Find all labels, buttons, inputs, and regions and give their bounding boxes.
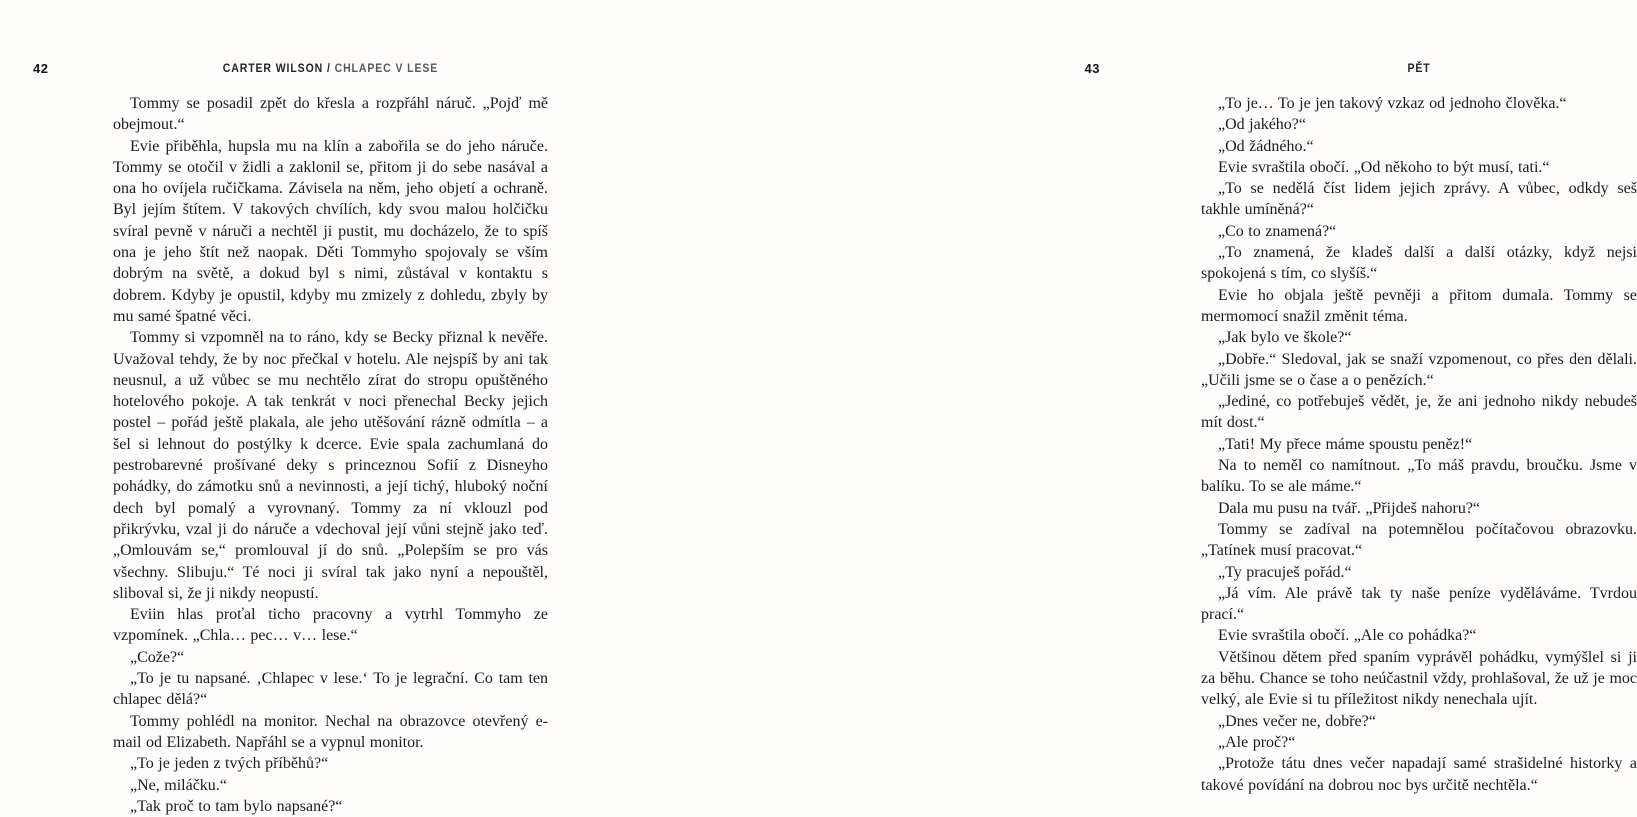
paragraph: Evie svraštila obočí. „Od někoho to být musí, tati.“ [1218,158,1550,176]
paragraph: „Tak proč to tam bylo napsané?“ [130,797,343,815]
paragraph: Eviin hlas proťal ticho pracovny a vytrhl Tommyho ze vzpomínek. „Chla… pec… v… lese.“ [113,606,548,645]
paragraph: Tommy se posadil zpět do křesla a rozpřáhl náruč. „Pojď mě obejmout.“ [113,95,548,134]
paragraph: Evie ho objala ještě pevněji a přitom dumala. Tommy se mermomocí snažil změnit téma. [1201,286,1637,325]
paragraph: Většinou dětem před spaním vyprávěl pohádku, vymýšlel si ji za běhu. Chance se toho neúčastnil vždy, prohlašoval, že už je moc velký, ale Evie si tu příležitost nikdy nenechala ujít. [1201,648,1637,709]
paragraph: Tommy pohlédl na monitor. Nechal na obrazovce otevřený e-mail od Elizabeth. Napřáhl se a vypnul monitor. [113,712,548,751]
paragraph: „To je jeden z tvých příběhů?“ [130,755,329,773]
paragraph: Tommy si vzpomněl na to ráno, kdy se Becky přiznal k nevěře. Uvažoval tehdy, že by noc přečkal v hotelu. Ale nejspíš by ani tak neusnul, a už vůbec se mu nechtělo zírat do stropu opuštěného hotelového pokoje. A tak tenkrát v noci přenechal Becky jejich postel – pořád ještě plakala, ale jeho utěšování rázně odmítla – a šel si lehnout do postýlky k dcerce. Evie spala zachumlaná do pestrobarevné prošívané deky s princeznou Sofií z Disneyho pohádky, do zámotku snů a nevinnosti, a její tichý, hluboký noční dech byl pomalý a vyrovnaný. Tommy za ní vklouzl pod přikrývku, vzal ji do náruče a vdechoval její vůni stejně jako teď. „Omlouvám se,“ promlouval jí do snů. „Polepším se pro vás všechny. Slibuju.“ Té noci ji svíral tak jako nyní a nepouštěl, sliboval si, že ji nikdy neopustí. [113,329,548,602]
paragraph: „Tati! My přece máme spoustu peněz!“ [1218,435,1473,453]
paragraph: Tommy se zadíval na potemnělou počítačovou obrazovku. „Tatínek musí pracovat.“ [1201,520,1637,560]
paragraph: „To je… To je jen takový vzkaz od jednoho člověka.“ [1218,95,1567,112]
paragraph: „Ty pracuješ pořád.“ [1218,563,1352,581]
paragraph: „Co to znamená?“ [1218,222,1337,240]
paragraph: „Jak bylo ve škole?“ [1218,329,1352,347]
running-header-author: CARTER WILSON / [222,62,331,76]
paragraph: Evie přiběhla, hupsla mu na klín a zabořila se do jeho náruče. Tommy se otočil v židli a zaklonil se, přitom ji do sebe nasával a ona ho ovíjela ručičkama. Závisela na něm, jeho objetí a ochraně. Byl jejím štítem. V takových chvílích, kdy svou malou holčičku svíral pevně v náruči a nechtěl ji pustit, mu docházelo, že to spíš ona je jeho štít než naopak. Děti Tommyho spojovaly se vším dobrým na světě, a dokud byl s nimi, zůstával v kontaktu s dobrem. Kdyby je opustil, kdyby mu zmizely z dohledu, zbyly by mu samé špatné věci. [113,137,548,325]
paragraph: „Dobře.“ Sledoval, jak se snaží vzpomenout, co přes den dělali. „Učili jsme se o čase a o penězích.“ [1201,350,1637,389]
paragraph: „Dnes večer ne, dobře?“ [1218,712,1376,730]
paragraph: Na to neměl co namítnout. „To máš pravdu, broučku. Jsme v balíku. To se ale máme.“ [1201,457,1637,496]
running-header-chapter: PĚT [1407,62,1431,76]
paragraph: „Od jakého?“ [1218,116,1307,134]
running-header-book-title: CHLAPEC V LESE [334,62,439,76]
page-right [565,0,1637,800]
paragraph: „Já vím. Ale právě tak ty naše peníze vyděláváme. Tvrdou prací.“ [1201,584,1637,624]
page-number-right: 43 [1084,61,1100,76]
page-body-right [1201,93,1637,796]
paragraph: „Od žádného.“ [1218,137,1314,155]
paragraph: „Ne, miláčku.“ [130,776,227,794]
paragraph: „Protože tátu dnes večer napadají samé strašidelné historky a takové povídání na dobrou noc bys určitě nechtěla.“ [1201,755,1637,794]
paragraph: „Jediné, co potřebuješ vědět, je, že ani jednoho nikdy nebudeš mít dost.“ [1201,393,1637,432]
paragraph: Dala mu pusu na tvář. „Přijdeš nahoru?“ [1218,499,1481,517]
paragraph: „Ale proč?“ [1218,733,1296,751]
paragraph: Evie svraštila obočí. „Ale co pohádka?“ [1218,627,1477,645]
paragraph: „To se nedělá číst lidem jejich zprávy. A vůbec, odkdy seš takhle umíněná?“ [1201,180,1637,219]
page-number-left: 42 [33,61,49,76]
running-header-right [1201,62,1637,75]
page-body-left [113,93,548,817]
paragraph: „To znamená, že kladeš další a další otázky, když nejsi spokojená s tím, co slyšíš.“ [1201,244,1637,283]
paragraph: „Cože?“ [130,648,185,666]
running-header-left [113,62,548,75]
page-left [0,0,565,815]
paragraph: „To je tu napsané. ‚Chlapec v lese.‘ To je legrační. Co tam ten chlapec dělá?“ [113,670,548,709]
